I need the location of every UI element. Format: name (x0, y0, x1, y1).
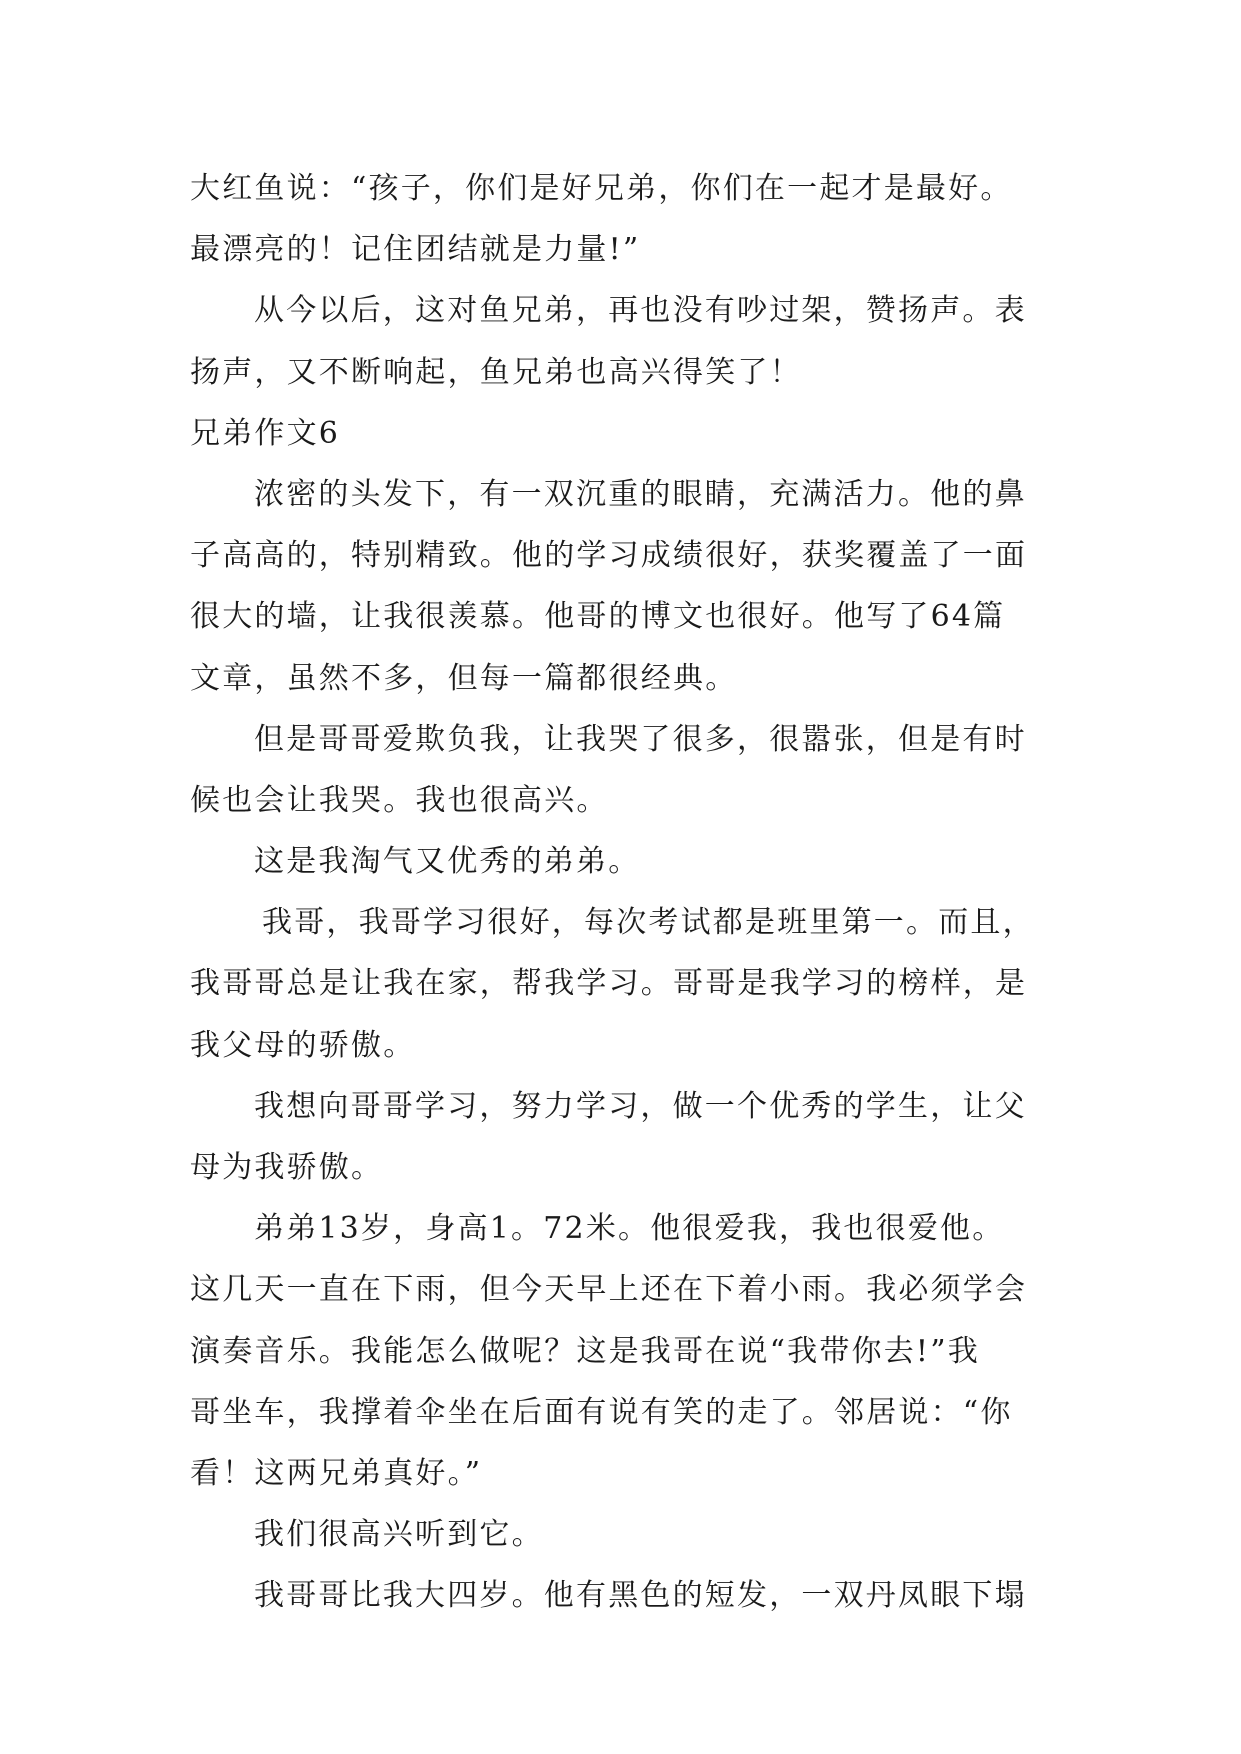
paragraph-start-line: 但是哥哥爱欺负我，让我哭了很多，很嚣张，但是有时 (254, 721, 1027, 757)
text-line: 我哥哥总是让我在家，帮我学习。哥哥是我学习的榜样，是 (190, 966, 1028, 1002)
paragraph-start-line: 弟弟13岁，身高1。72米。他很爱我，我也很爱他。 (254, 1211, 1005, 1247)
text-line: 哥坐车，我撑着伞坐在后面有说有笑的走了。邻居说：“你 (190, 1394, 1013, 1430)
section-heading: 兄弟作文6 (190, 415, 341, 451)
text-line: 看！这两兄弟真好。” (190, 1455, 483, 1491)
paragraph-start-line: 浓密的头发下，有一双沉重的眼睛，充满活力。他的鼻 (254, 476, 1027, 512)
text-line: 很大的墙，让我很羡慕。他哥的博文也很好。他写了64篇 (190, 599, 1006, 635)
text-line: 演奏音乐。我能怎么做呢？这是我哥在说“我带你去!”我 (190, 1333, 980, 1369)
paragraph-start-line: 我想向哥哥学习，努力学习，做一个优秀的学生，让父 (254, 1088, 1027, 1124)
text-line: 扬声，又不断响起，鱼兄弟也高兴得笑了！ (190, 354, 802, 390)
text-line: 这几天一直在下雨，但今天早上还在下着小雨。我必须学会 (190, 1272, 1028, 1308)
text-line: 最漂亮的！记住团结就是力量!” (190, 232, 641, 268)
paragraph-start-line: 我们很高兴听到它。 (254, 1517, 544, 1553)
text-line: 我父母的骄傲。 (190, 1027, 416, 1063)
paragraph-start-line: 这是我淘气又优秀的弟弟。 (254, 844, 641, 880)
text-line: 大红鱼说：“孩子，你们是好兄弟，你们在一起才是最好。 (190, 171, 1013, 206)
text-line: 母为我骄傲。 (190, 1150, 384, 1185)
text-line: 子高高的，特别精致。他的学习成绩很好，获奖覆盖了一面 (190, 538, 1028, 574)
paragraph-start-line: 我哥，我哥学习很好，每次考试都是班里第一。而且， (262, 905, 1035, 941)
text-line: 候也会让我哭。我也很高兴。 (190, 782, 609, 818)
text-line: 文章，虽然不多，但每一篇都很经典。 (190, 660, 738, 696)
paragraph-start-line: 从今以后，这对鱼兄弟，再也没有吵过架，赞扬声。表 (254, 293, 1027, 329)
document-body (190, 158, 1070, 1627)
paragraph-start-line: 我哥哥比我大四岁。他有黑色的短发，一双丹凤眼下塌 (254, 1578, 1027, 1614)
